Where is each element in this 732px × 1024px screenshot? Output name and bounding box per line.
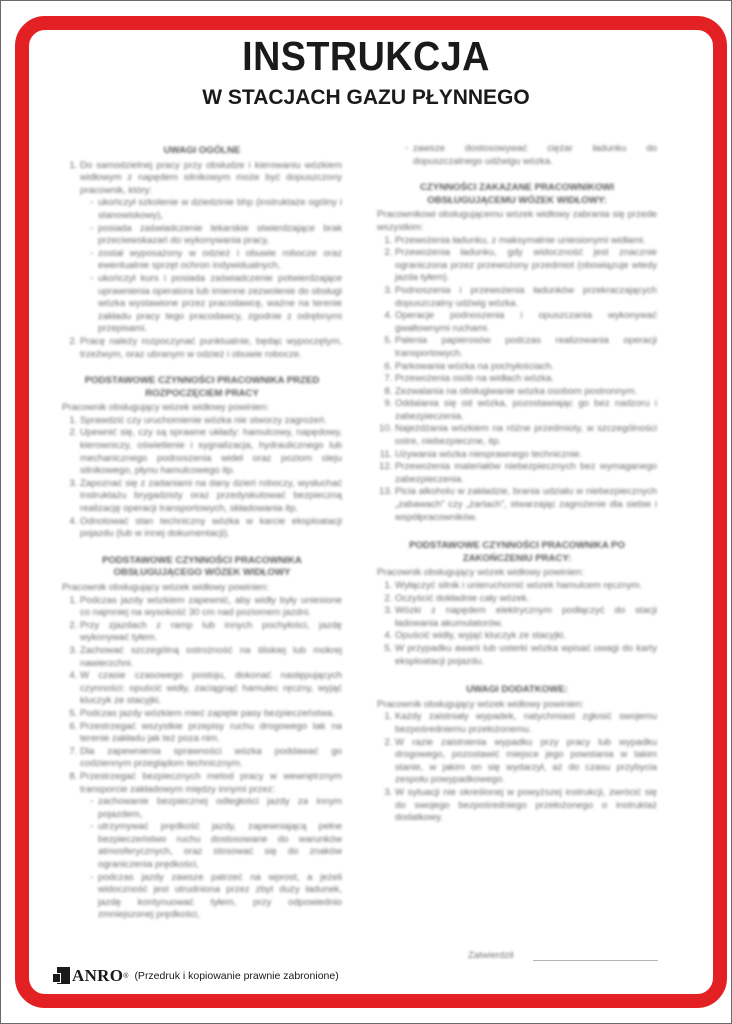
list-item: 4. Odnotować stan techniczny wózka w karcie eksploatacji pojazdu (lub w innej dokumentacji). xyxy=(80,516,342,541)
list-item: 6. Parkowania wózka na pochyłościach. xyxy=(395,361,657,374)
signature-line xyxy=(533,960,658,961)
section-intro: Pracownik obsługujący wózek widłowy powinien: xyxy=(62,582,269,593)
list-item: - posiada zaświadczenie lekarskie stwierdzające brak przeciwwskazań do wykonywania pracy, xyxy=(90,223,342,248)
list-item: - został wyposażony w odzież i obuwie robocze oraz ewentualnie sprzęt ochron indywidualnych, xyxy=(90,248,342,273)
list-item: - utrzymywać prędkość jazdy, zapewniającą pełne bezpieczeństwo ruchu dostosowane do warunków atmosferycznych, oraz stosować się do znaków ograniczenia prędkości, xyxy=(90,821,342,871)
section-heading-forbidden: CZYNNOŚCI ZAKAZANE PRACOWNIKOWI OBSŁUGUJĄCEMU WÓZEK WIDŁOWY: xyxy=(420,182,614,206)
list-item: 2. Przewożenia ładunku, gdy widoczność jest znacznie ograniczona przez przewożony przedmiot (obowiązuje wtedy jazda tyłem). xyxy=(395,247,657,285)
operating-list xyxy=(62,595,342,922)
list-item: 8. Zezwalania na obsługiwanie wózka osobom postronnym. xyxy=(395,386,657,399)
section-heading-before-work: PODSTAWOWE CZYNNOŚCI PRACOWNIKA PRZED ROZPOCZĘCIEM PRACY xyxy=(84,375,320,399)
registered-mark: ® xyxy=(123,972,129,980)
approval-label: Zatwierdził xyxy=(468,950,514,961)
list-item: 1. Do samodzielnej pracy przy obsłudze i kierowaniu wózkiem widłowym z napędem silnikowym może być dopuszczony pracownik, który: - ukończył szkolenie w dziedzinie bhp (instruktaże ogólny i stanowiskowy), - posiada zaświadczenie lekarskie stwierdzające brak przeciwwskazań do wykonywania pracy, - został wyposażony w odzież i obuwie robocze oraz ewentualnie sprzęt ochron indywidualnych, - ukończył kurs i posiada zaświadczenie potwierdzające uprawnienia operatora lub imienne zezwolenie do obsługi wózka wystawione przez pracodawcę, ważne na terenie zakładu pracy tego pracodawcy, zgodnie z odrębnymi przepisami. xyxy=(80,160,342,336)
list-item: - ukończył kurs i posiada zaświadczenie potwierdzające uprawnienia operatora lub imienne zezwolenie do obsługi wózka wystawione przez pracodawcę, ważne na terenie zakładu pracy tego pracodawcy, zgodnie z odrębnymi przepisami. xyxy=(90,273,342,336)
list-item: 3. Zachować szczególną ostrożność na śliskiej lub mokrej nawierzchni. xyxy=(80,645,342,670)
list-item: 5. Podczas jazdy wózkiem mieć zapięte pasy bezpieczeństwa. xyxy=(80,708,342,721)
after-work-list xyxy=(377,580,657,668)
brand-name: ANRO xyxy=(72,966,124,985)
section-intro: Pracownikowi obsługującemu wózek widłowy zabrania się przede wszystkim: xyxy=(377,209,657,233)
list-item: 8. Przestrzegać bezpiecznych metod pracy w wewnętrznym transporcie zakładowym między innymi przez: - zachowanie bezpiecznej odległości jazdy za innym pojazdem, - utrzymywać prędkość jazdy, zapewniającą pełne bezpieczeństwo ruchu dostosowane do warunków atmosferycznych, oraz stosować się do znaków ograniczenia prędkości, - podczas jazdy zawsze patrzeć na wprost, a jeżeli widoczność jest utrudniona przez zbyt duży ładunek, jazdę kontynuować tyłem, przy odpowiednio zmniejszonej prędkości, xyxy=(80,771,342,922)
list-item: 11. Używania wózka niesprawnego technicznie. xyxy=(395,449,657,462)
section-intro: Pracownik obsługujący wózek widłowy powinien: xyxy=(377,567,584,579)
left-column xyxy=(62,137,342,922)
list-item: 7. Przewożenia osób na widłach wózka. xyxy=(395,373,657,386)
section-intro: Pracownik obsługujący wózek widłowy powinien: xyxy=(377,698,584,710)
document-title: INSTRUKCJA xyxy=(242,33,490,79)
anro-logo-icon xyxy=(52,967,72,985)
list-item: 5. Palenia papierosów podczas realizowania operacji transportowych. xyxy=(395,335,657,360)
sub-list-continued xyxy=(377,143,657,168)
list-item: 4. W czasie czasowego postoju, dokonać następujących czynności: opuścić widły, zaciągnąć hamulec ręczny, wyjąć kluczyk ze stacyjki. xyxy=(80,670,342,708)
list-item: 2. Oczyścić dokładnie cały wózek. xyxy=(395,593,657,606)
list-item: 1. Podczas jazdy wózkiem zapewnić, aby widły były uniesione co najmniej na wysokość 30 cm nad poziomem jazdni. xyxy=(80,595,342,620)
list-item: 2. W razie zaistnienia wypadku przy pracy lub wypadku drogowego, pozostawić miejsce jego powstania w takim stanie, w jakim on się wydarzył, aż do czasu przybycia zespołu powypadkowego. xyxy=(395,737,657,787)
list-item: 1. Wyłączyć silnik i unieruchomić wózek hamulcem ręcznym. xyxy=(395,580,657,593)
section-heading-additional: UWAGI DODATKOWE: xyxy=(466,684,568,696)
copyright-note: (Przedruk i kopiowanie prawnie zabronione) xyxy=(134,970,339,982)
list-item: 1. Każdy zaistniały wypadek, natychmiast zgłosić swojemu bezpośredniemu przełożonemu. xyxy=(395,711,657,736)
additional-list xyxy=(377,711,657,824)
list-item: 6. Przestrzegać wszystkie przepisy ruchu drogowego tak na terenie zakładu jak też poza nim. xyxy=(80,721,342,746)
list-item: 3. Wózki z napędem elektrycznym podłączyć do stacji ładowania akumulatorów. xyxy=(395,605,657,630)
before-work-list xyxy=(62,415,342,541)
list-item: 1. Sprawdzić czy uruchomienie wózka nie stworzy zagrożeń. xyxy=(80,415,342,428)
list-item: 2. Upewnić się, czy są sprawne układy: hamulcowy, napędowy, kierowniczy, oświetlenie i sygnalizacja, hydraulicznego lub mechanicznego podnoszenia wideł oraz poziom oleju silnikowego, płynu hamulcowego itp. xyxy=(80,427,342,477)
list-item: 4. Operacje podnoszenia i opuszczania wykonywać gwałtownymi ruchami. xyxy=(395,310,657,335)
list-item: - ukończył szkolenie w dziedzinie bhp (instruktaże ogólny i stanowiskowy), xyxy=(90,197,342,222)
list-item: 3. Zapoznać się z zadaniami na dany dzień roboczy, wysłuchać instruktażu brygadzisty oraz przedyskutować bezpieczną realizację operacji transportowych, składowania itp. xyxy=(80,478,342,516)
sub-list xyxy=(80,796,342,922)
document-subtitle: W STACJACH GAZU PŁYNNEGO xyxy=(202,86,530,109)
forbidden-list xyxy=(377,235,657,525)
list-item: - zawsze dostosowywać ciężar ładunku do dopuszczalnego udźwigu wózka. xyxy=(405,143,657,168)
list-item: 3. Podnoszenia i przewożenia ładunków przekraczających dopuszczalny udźwig wózka. xyxy=(395,285,657,310)
list-item: 1. Przewożenia ładunku, z maksymalnie uniesionymi widłami. xyxy=(395,235,657,248)
list-item: - zachowanie bezpiecznej odległości jazdy za innym pojazdem, xyxy=(90,796,342,821)
list-item: 9. Oddalania się od wózka, pozostawiając go bez nadzoru i zabezpieczenia. xyxy=(395,398,657,423)
section-heading-operating: PODSTAWOWE CZYNNOŚCI PRACOWNIKA OBSŁUGUJĄCEGO WÓZEK WIDŁOWY xyxy=(102,554,302,579)
list-item: 2. Pracę należy rozpoczynać punktualnie, będąc wypoczętym, trzeźwym, oraz ubranym w odzież i obuwie robocze. xyxy=(80,336,342,361)
right-column xyxy=(377,143,657,825)
list-item: 13. Picia alkoholu w zakładzie, brania udziału w niebezpiecznych „zabawach” czy „żartach”, stwarzając zagrożenie dla siebie i współpracowników. xyxy=(395,486,657,524)
section-heading-after-work: PODSTAWOWE CZYNNOŚCI PRACOWNIKA PO ZAKOŃCZENIU PRACY: xyxy=(409,540,625,564)
list-item: 12. Przewożenia materiałów niebezpiecznych bez wymaganego zabezpieczenia. xyxy=(395,461,657,486)
list-item: - podczas jazdy zawsze patrzeć na wprost, a jeżeli widoczność jest utrudniona przez zbyt duży ładunek, jazdę kontynuować tyłem, przy odpowiednio zmniejszonej prędkości, xyxy=(90,872,342,922)
list-item: 10. Najeżdżania wózkiem na różne przedmioty, w szczególności ostre, niebezpieczne, itp. xyxy=(395,423,657,448)
general-list xyxy=(62,160,342,362)
footer xyxy=(52,966,339,986)
section-intro: Pracownik obsługujący wózek widłowy powinien: xyxy=(62,402,269,414)
list-item: 7. Dla zapewnienia sprawności wózka poddawać go codziennym przeglądom technicznym. xyxy=(80,746,342,771)
list-item: 2. Przy zjazdach z ramp lub innych pochyłości, jazdę wykonywać tyłem. xyxy=(80,620,342,645)
sub-list xyxy=(80,197,342,336)
list-item: 3. W sytuacji nie określonej w powyższej instrukcji, zwrócić się do swojego bezpośredniego przełożonego o instruktaż dodatkowy. xyxy=(395,787,657,825)
list-item: 5. W przypadku awarii lub usterki wózka wpisać uwagi do karty eksploatacji pojazdu. xyxy=(395,643,657,668)
list-item: 4. Opuścić widły, wyjąć kluczyk ze stacyjki. xyxy=(395,630,657,643)
section-heading-general: UWAGI OGÓLNE xyxy=(163,145,241,156)
